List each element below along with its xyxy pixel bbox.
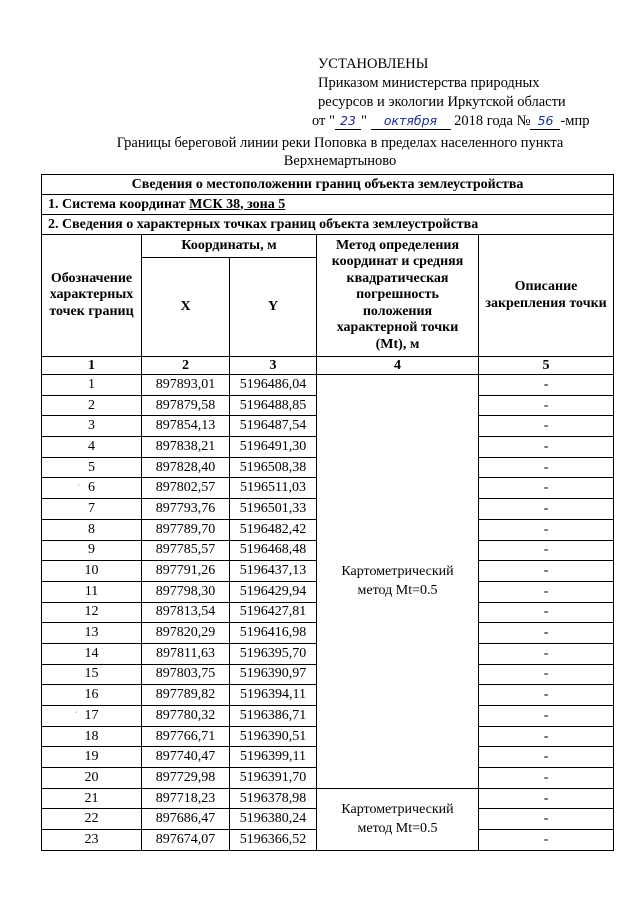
point-number: 19 xyxy=(42,747,142,768)
document-title xyxy=(60,134,620,170)
order-date-line xyxy=(312,112,589,131)
document-title-line-1: Границы береговой линии реки Поповка в пределах населенного пункта xyxy=(116,135,564,151)
coordinate-x: 897791,26 xyxy=(142,561,230,582)
point-number: 15 xyxy=(42,664,142,685)
header-coordinates: Координаты, м xyxy=(142,235,317,258)
approval-line-1: Приказом министерства природных xyxy=(318,75,540,91)
fixing-description: - xyxy=(479,561,614,582)
coordinate-x: 897686,47 xyxy=(142,809,230,830)
coordinate-x: 897893,01 xyxy=(142,375,230,396)
coordinate-y: 5196416,98 xyxy=(230,623,317,644)
coordinate-y: 5196488,85 xyxy=(230,395,317,416)
column-number-2: 2 xyxy=(142,357,230,375)
column-number-3: 3 xyxy=(230,357,317,375)
coordinate-x: 897811,63 xyxy=(142,643,230,664)
document-title-line-2: Верхнемартыново xyxy=(283,153,397,169)
coordinate-y: 5196491,30 xyxy=(230,437,317,458)
point-number: 6 xyxy=(42,478,142,499)
point-number: 16 xyxy=(42,685,142,706)
header-designation: Обозначение характерных точек границ xyxy=(42,235,142,357)
coordinate-x: 897802,57 xyxy=(142,478,230,499)
fixing-description: - xyxy=(479,685,614,706)
column-number-5: 5 xyxy=(479,357,614,375)
date-year: 2018 года № xyxy=(454,113,531,129)
point-number: 1 xyxy=(42,375,142,396)
coordinate-y: 5196386,71 xyxy=(230,706,317,727)
fixing-description: - xyxy=(479,437,614,458)
date-mid: " xyxy=(360,113,367,129)
coordinate-x: 897729,98 xyxy=(142,768,230,789)
coordinate-y: 5196391,70 xyxy=(230,768,317,789)
approval-heading: УСТАНОВЛЕНЫ xyxy=(318,56,429,72)
coordinate-system-cell xyxy=(42,195,614,215)
coordinate-x: 897766,71 xyxy=(142,726,230,747)
fixing-description: - xyxy=(479,519,614,540)
coordinate-x: 897718,23 xyxy=(142,788,230,809)
method-cell: Картометрический метод Mt=0.5 xyxy=(317,375,479,789)
point-number: 5 xyxy=(42,457,142,478)
coordinates-table xyxy=(41,174,614,851)
point-number: 7 xyxy=(42,499,142,520)
fixing-description: - xyxy=(479,540,614,561)
fixing-description: - xyxy=(479,788,614,809)
coordinate-y: 5196508,38 xyxy=(230,457,317,478)
fixing-description: - xyxy=(479,768,614,789)
coordinate-x: 897803,75 xyxy=(142,664,230,685)
coordinate-system-value: МСК 38, зона 5 xyxy=(189,196,286,212)
coordinate-y: 5196437,13 xyxy=(230,561,317,582)
point-number: 23 xyxy=(42,830,142,851)
table-row xyxy=(42,375,614,396)
coordinate-y: 5196468,48 xyxy=(230,540,317,561)
fixing-description: - xyxy=(479,478,614,499)
coordinate-y: 5196378,98 xyxy=(230,788,317,809)
approval-block xyxy=(312,55,595,131)
point-number: 21 xyxy=(42,788,142,809)
section-title: Сведения о местоположении границ объекта землеустройства xyxy=(42,175,614,195)
coordinate-y: 5196380,24 xyxy=(230,809,317,830)
point-number: 17 xyxy=(42,706,142,727)
column-number-4: 4 xyxy=(317,357,479,375)
header-y: Y xyxy=(230,258,317,357)
coordinate-y: 5196501,33 xyxy=(230,499,317,520)
point-number: 11 xyxy=(42,581,142,602)
fixing-description: - xyxy=(479,664,614,685)
fixing-description: - xyxy=(479,581,614,602)
table-row xyxy=(42,788,614,809)
coordinate-x: 897828,40 xyxy=(142,457,230,478)
point-number: 13 xyxy=(42,623,142,644)
coordinate-y: 5196427,81 xyxy=(230,602,317,623)
fixing-description: - xyxy=(479,706,614,727)
point-number: 14 xyxy=(42,643,142,664)
coordinate-y: 5196511,03 xyxy=(230,478,317,499)
fixing-description: - xyxy=(479,602,614,623)
point-number: 20 xyxy=(42,768,142,789)
fixing-description: - xyxy=(479,726,614,747)
date-day: 23 xyxy=(335,113,361,130)
point-number: 2 xyxy=(42,395,142,416)
fixing-description: - xyxy=(479,457,614,478)
coordinate-y: 5196390,97 xyxy=(230,664,317,685)
point-number: 22 xyxy=(42,809,142,830)
fixing-description: - xyxy=(479,416,614,437)
header-x: X xyxy=(142,258,230,357)
coordinate-x: 897674,07 xyxy=(142,830,230,851)
coordinate-system-label: 1. Система координат xyxy=(48,196,190,212)
fixing-description: - xyxy=(479,747,614,768)
point-number: 4 xyxy=(42,437,142,458)
scan-mark: ˊ xyxy=(77,483,80,493)
coordinate-y: 5196487,54 xyxy=(230,416,317,437)
header-method: Метод определения координат и средняя квадратическая погрешность положения характерной точки (Mt), м xyxy=(317,235,479,357)
coordinate-x: 897813,54 xyxy=(142,602,230,623)
coordinate-y: 5196399,11 xyxy=(230,747,317,768)
point-number: 8 xyxy=(42,519,142,540)
scan-mark: ˊ xyxy=(75,710,78,720)
fixing-description: - xyxy=(479,499,614,520)
method-cell: Картометрический метод Mt=0.5 xyxy=(317,788,479,850)
point-number: 10 xyxy=(42,561,142,582)
coordinate-x: 897785,57 xyxy=(142,540,230,561)
fixing-description: - xyxy=(479,809,614,830)
coordinate-x: 897740,47 xyxy=(142,747,230,768)
fixing-description: - xyxy=(479,830,614,851)
fixing-description: - xyxy=(479,395,614,416)
coordinate-x: 897793,76 xyxy=(142,499,230,520)
fixing-description: - xyxy=(479,643,614,664)
coordinate-x: 897789,82 xyxy=(142,685,230,706)
coordinate-y: 5196395,70 xyxy=(230,643,317,664)
coordinate-y: 5196394,11 xyxy=(230,685,317,706)
column-number-1: 1 xyxy=(42,357,142,375)
coordinate-x: 897789,70 xyxy=(142,519,230,540)
coordinate-y: 5196486,04 xyxy=(230,375,317,396)
coordinate-y: 5196429,94 xyxy=(230,581,317,602)
fixing-description: - xyxy=(479,623,614,644)
order-suffix: -мпр xyxy=(560,113,590,129)
coordinate-x: 897879,58 xyxy=(142,395,230,416)
point-number: 9 xyxy=(42,540,142,561)
header-fixing: Описание закрепления точки xyxy=(479,235,614,357)
order-number: 56 xyxy=(530,113,560,130)
point-number: 18 xyxy=(42,726,142,747)
fixing-description: - xyxy=(479,375,614,396)
coordinate-y: 5196366,52 xyxy=(230,830,317,851)
coordinate-y: 5196390,51 xyxy=(230,726,317,747)
coordinate-x: 897780,32 xyxy=(142,706,230,727)
approval-line-2: ресурсов и экологии Иркутской области xyxy=(318,94,566,110)
coordinate-x: 897798,30 xyxy=(142,581,230,602)
date-prefix: от " xyxy=(312,113,335,129)
coordinate-x: 897838,21 xyxy=(142,437,230,458)
coordinate-x: 897820,29 xyxy=(142,623,230,644)
coordinate-y: 5196482,42 xyxy=(230,519,317,540)
point-number: 12 xyxy=(42,602,142,623)
coordinate-x: 897854,13 xyxy=(142,416,230,437)
point-number: 3 xyxy=(42,416,142,437)
points-section-title: 2. Сведения о характерных точках границ объекта землеустройства xyxy=(42,215,614,235)
date-month: октября xyxy=(371,113,451,130)
